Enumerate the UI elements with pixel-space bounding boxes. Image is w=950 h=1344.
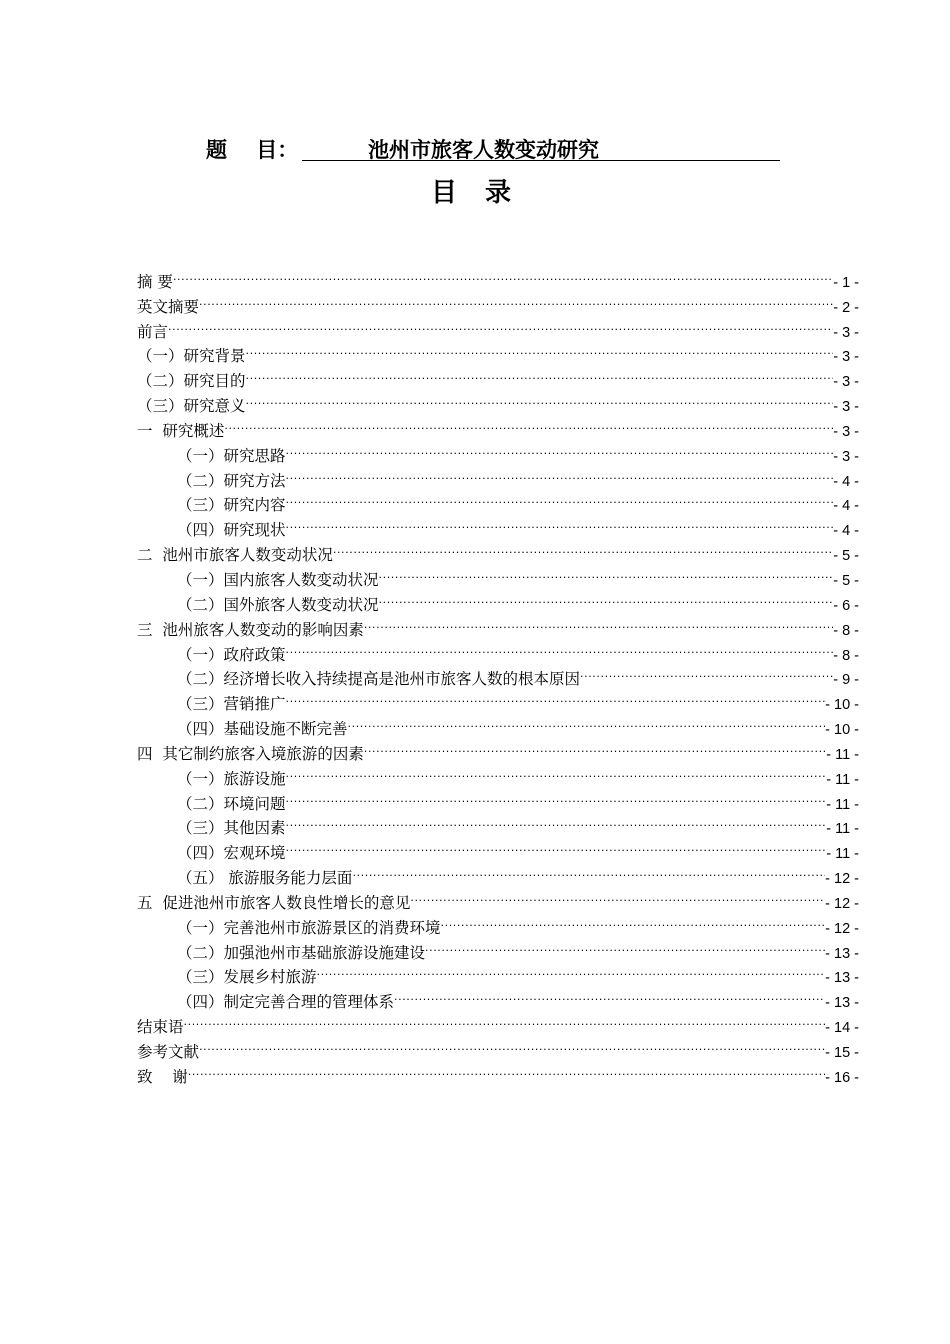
toc-entry-title: 三 池州旅客人数变动的影响因素 xyxy=(137,620,364,639)
toc-entry-page: - 13 - xyxy=(825,970,859,987)
toc-entry-page: - 4 - xyxy=(833,498,859,515)
toc-entry-page: - 8 - xyxy=(833,647,859,664)
toc-dot-leader xyxy=(246,337,834,362)
toc-dot-leader xyxy=(286,784,827,809)
toc-entry-title: （四）宏观环境 xyxy=(177,844,286,863)
toc-entry-title: （三）研究意义 xyxy=(137,397,246,416)
toc-dot-leader xyxy=(224,411,833,436)
toc-entry-page: - 13 - xyxy=(825,995,859,1012)
toc-dot-leader xyxy=(168,312,833,337)
toc-entry-page: - 2 - xyxy=(833,299,859,316)
toc-dot-leader xyxy=(348,709,826,734)
toc-entry-page: - 8 - xyxy=(833,622,859,639)
toc-entry-title: （三）营销推广 xyxy=(177,695,286,714)
toc-dot-leader xyxy=(246,386,834,411)
toc-entry[interactable] xyxy=(137,361,859,391)
toc-entry-page: - 16 - xyxy=(825,1069,859,1086)
toc-entry[interactable] xyxy=(137,1057,859,1086)
toc-entry-title: 英文摘要 xyxy=(137,297,200,316)
title-underline xyxy=(302,134,780,161)
toc-dot-leader xyxy=(286,809,827,834)
toc-entry-page: - 3 - xyxy=(833,448,859,465)
toc-dot-leader xyxy=(410,883,825,908)
toc-entry-page: - 10 - xyxy=(825,722,859,739)
toc-entry-page: - 12 - xyxy=(825,920,859,937)
toc-entry[interactable] xyxy=(137,386,859,416)
toc-entry-page: - 3 - xyxy=(833,423,859,440)
toc-dot-leader xyxy=(286,684,826,709)
toc-entry-page: - 3 - xyxy=(833,349,859,366)
toc-dot-leader xyxy=(352,858,825,883)
toc-entry-page: - 3 - xyxy=(833,374,859,391)
toc-entry-title: （一）政府政策 xyxy=(177,645,286,664)
toc-entry-title: （三）其他因素 xyxy=(177,819,286,838)
toc-dot-leader xyxy=(317,958,826,983)
toc-entry[interactable] xyxy=(137,312,859,341)
toc-entry-title: 二 池州市旅客人数变动状况 xyxy=(137,546,333,565)
toc-entry-page: - 12 - xyxy=(825,871,859,888)
toc-entry-title: （一）国内旅客人数变动状况 xyxy=(177,570,379,589)
toc-entry-page: - 10 - xyxy=(825,697,859,714)
toc-entry[interactable] xyxy=(137,337,859,366)
toc-entry-title: （二）国外旅客人数变动状况 xyxy=(177,595,379,614)
toc-entry-title: 结束语 xyxy=(137,1018,184,1037)
toc-dot-leader xyxy=(379,585,834,610)
toc-dot-leader xyxy=(286,759,827,784)
toc-entry-title: （三）研究内容 xyxy=(177,496,286,515)
toc-entry[interactable] xyxy=(137,287,859,316)
toc-dot-leader xyxy=(379,560,834,585)
toc-entry-title: （一）旅游设施 xyxy=(177,769,286,788)
toc-entry-title: 摘 要 xyxy=(137,272,173,291)
toc-entry-title: 五 促进池州市旅客人数良性增长的意见 xyxy=(137,893,411,912)
toc-entry[interactable] xyxy=(137,411,859,440)
toc-dot-leader xyxy=(394,982,825,1007)
toc-dot-leader xyxy=(199,287,833,312)
toc-dot-leader xyxy=(173,262,833,287)
toc-entry-title: （五） 旅游服务能力层面 xyxy=(177,869,353,888)
toc-entry-title: （二）加强池州市基础旅游设施建设 xyxy=(177,943,426,962)
toc-dot-leader xyxy=(364,734,826,759)
toc-entry-page: - 15 - xyxy=(825,1045,859,1061)
toc-entry[interactable] xyxy=(137,1032,859,1061)
toc-entry-title: （四）基础设施不断完善 xyxy=(177,720,348,739)
toc-entry-title: （一）研究思路 xyxy=(177,446,286,465)
toc-entry-page: - 3 - xyxy=(833,399,859,416)
toc-entry-title: 前言 xyxy=(137,322,169,341)
toc-dot-leader xyxy=(441,908,826,933)
thesis-title-line xyxy=(206,134,786,164)
toc-entry-page: - 3 - xyxy=(833,324,859,341)
toc-dot-leader xyxy=(184,1007,826,1032)
toc-entry-page: - 9 - xyxy=(833,672,859,689)
toc-entry[interactable] xyxy=(137,1007,859,1037)
toc-entry-title: 四 其它制约旅客入境旅游的因素 xyxy=(137,744,364,763)
table-of-contents xyxy=(137,262,859,1086)
toc-entry-page: - 11 - xyxy=(826,771,859,788)
toc-entry-title: （二）环境问题 xyxy=(177,794,286,813)
toc-dot-leader xyxy=(364,610,833,635)
toc-entry-title: （一）研究背景 xyxy=(137,347,246,366)
toc-entry-title: （一）完善池州市旅游景区的消费环境 xyxy=(177,918,441,937)
toc-entry-page: - 12 - xyxy=(825,895,859,912)
title-label: 题 目： xyxy=(206,137,299,162)
toc-dot-leader xyxy=(425,933,825,958)
toc-entry-page: - 5 - xyxy=(833,572,859,589)
toc-entry-title: （二）经济增长收入持续提高是池州市旅客人数的根本原因 xyxy=(177,670,581,689)
toc-entry-title: （二）研究方法 xyxy=(177,471,286,490)
toc-entry-title: 一 研究概述 xyxy=(137,421,225,440)
toc-dot-leader xyxy=(286,486,834,511)
thesis-title: 池州市旅客人数变动研究 xyxy=(368,137,599,162)
toc-entry-page: - 1 - xyxy=(833,274,859,291)
toc-entry-page: - 6 - xyxy=(833,597,859,614)
toc-entry-page: - 11 - xyxy=(826,846,859,863)
toc-dot-leader xyxy=(286,436,834,461)
toc-dot-leader xyxy=(188,1057,825,1082)
toc-entry-title: （四）研究现状 xyxy=(177,521,286,540)
toc-entry-page: - 11 - xyxy=(826,746,859,763)
toc-entry[interactable] xyxy=(137,262,859,291)
toc-dot-leader xyxy=(286,510,834,535)
toc-dot-leader xyxy=(286,635,834,660)
toc-entry-title: （四）制定完善合理的管理体系 xyxy=(177,993,395,1012)
toc-entry-title: （三）发展乡村旅游 xyxy=(177,968,317,987)
toc-dot-leader xyxy=(286,461,834,486)
toc-entry-title: 参考文献 xyxy=(137,1043,200,1061)
toc-entry-title: （二）研究目的 xyxy=(137,372,246,391)
toc-entry-page: - 4 - xyxy=(833,523,859,540)
toc-dot-leader xyxy=(333,535,833,560)
toc-entry-page: - 13 - xyxy=(825,945,859,962)
toc-entry-page: - 4 - xyxy=(833,473,859,490)
toc-entry[interactable] xyxy=(137,436,859,465)
toc-heading: 目录 xyxy=(430,178,539,208)
toc-dot-leader xyxy=(246,361,834,386)
toc-entry-page: - 5 - xyxy=(833,548,859,565)
toc-entry-page: - 11 - xyxy=(826,796,859,813)
toc-dot-leader xyxy=(580,660,833,685)
toc-entry-page: - 11 - xyxy=(826,821,859,838)
toc-dot-leader xyxy=(199,1032,825,1057)
toc-entry-page: - 14 - xyxy=(825,1020,859,1037)
toc-dot-leader xyxy=(286,833,827,858)
toc-entry-title: 致 谢 xyxy=(137,1067,188,1086)
